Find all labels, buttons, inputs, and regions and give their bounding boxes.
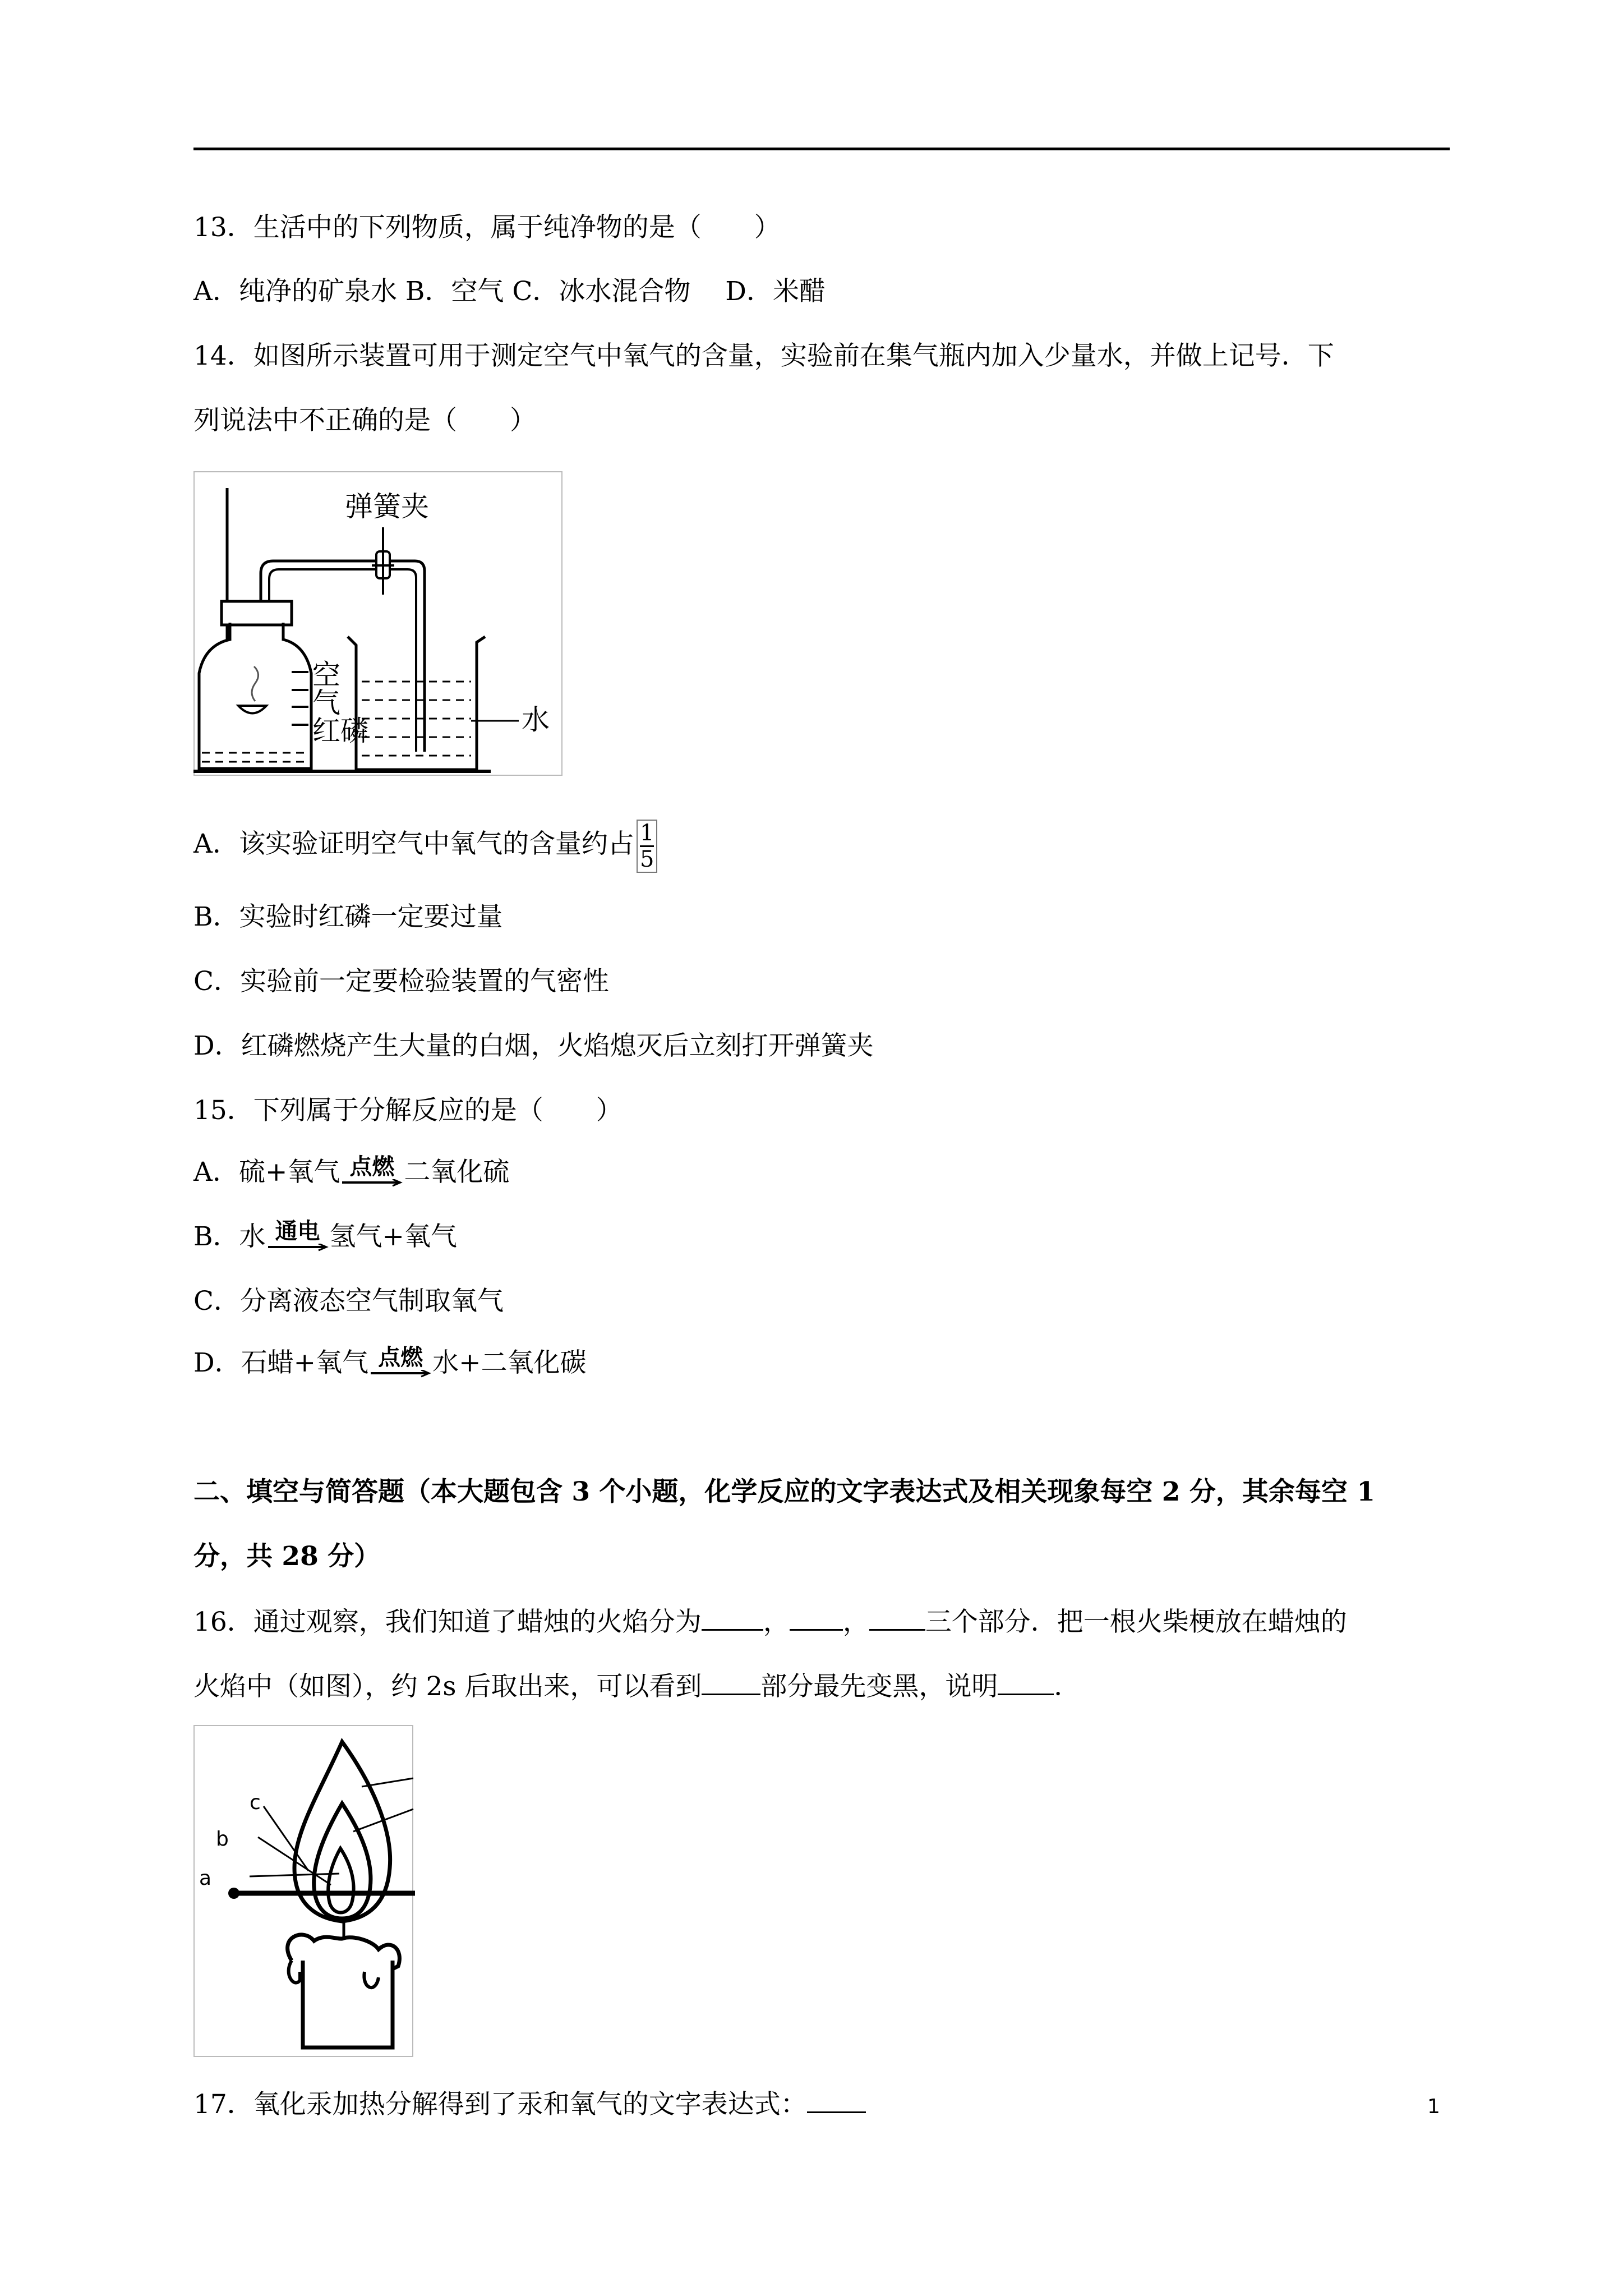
stopper <box>222 601 292 625</box>
pointer-right-2 <box>353 1809 413 1832</box>
phosphorus-spoon <box>238 706 266 714</box>
label-clip: 弹簧夹 <box>345 490 429 523</box>
q15-stem: 15．下列属于分解反应的是（ ） <box>193 1095 623 1126</box>
q15-b-right: 氢气+氧气 <box>329 1221 457 1252</box>
q14-stem-line2: 列说法中不正确的是（ ） <box>193 405 536 436</box>
q15-d-left: D．石蜡+氧气 <box>193 1347 369 1378</box>
q14-option-a <box>193 813 657 875</box>
q15-a-left: A．硫+氧气 <box>193 1157 340 1188</box>
fraction-denominator: 5 <box>639 846 654 872</box>
q16-text-2: ， <box>763 1607 790 1637</box>
fraction-numerator: 1 <box>639 820 654 846</box>
answer-blank[interactable] <box>807 2087 866 2113</box>
collection-bottle <box>199 623 311 769</box>
q17-line <box>193 2087 866 2122</box>
condition-ignite: 点燃 <box>378 1345 423 1370</box>
inner-flame <box>314 1803 371 1918</box>
q16-line2 <box>193 1669 1080 1704</box>
header-rule <box>193 148 1450 150</box>
q14-stem-line1: 14．如图所示装置可用于测定空气中氧气的含量，实验前在集气瓶内加入少量水，并做上记号．下 <box>193 341 1334 371</box>
q15-option-d <box>193 1346 586 1386</box>
q17-stem: 17．氧化汞加热分解得到了汞和氧气的文字表达式： <box>193 2089 807 2120</box>
answer-blank[interactable] <box>702 1604 763 1631</box>
q15-d-right: 水+二氧化碳 <box>432 1347 587 1378</box>
answer-blank[interactable] <box>790 1604 843 1631</box>
label-c: c <box>250 1791 261 1814</box>
label-a: a <box>199 1867 212 1890</box>
q16-text-1: 16．通过观察，我们知道了蜡烛的火焰分为 <box>193 1607 702 1637</box>
label-air-2: 气 <box>312 687 340 719</box>
q16-text-5: 火焰中（如图），约 2s 后取出来，可以看到 <box>193 1671 702 1702</box>
label-air-1: 空 <box>312 659 340 691</box>
fraction-one-fifth <box>637 820 657 873</box>
reaction-arrow-b <box>267 1218 329 1256</box>
arrow-icon <box>370 1370 431 1380</box>
section2-heading-line1: 二、填空与简答题（本大题包含 3 个小题，化学反应的文字表达式及相关现象每空 2 分，其余每空 1 <box>193 1476 1375 1507</box>
q13-options: A．纯净的矿泉水 B．空气 C．冰水混合物 D．米醋 <box>193 276 826 307</box>
q16-line1 <box>193 1604 1347 1639</box>
q16-text-7: ． <box>1054 1671 1081 1702</box>
q14-option-c: C．实验前一定要检验装置的气密性 <box>193 966 609 997</box>
flame-core <box>328 1848 353 1913</box>
q15-option-c: C．分离液态空气制取氧气 <box>193 1286 504 1317</box>
oxygen-apparatus-figure <box>193 471 564 777</box>
q13-stem: 13．生活中的下列物质，属于纯净物的是（ ） <box>193 212 781 243</box>
candle-body <box>303 1961 393 2047</box>
q14-option-b: B．实验时红磷一定要过量 <box>193 901 503 932</box>
condition-electrolysis: 通电 <box>275 1218 320 1244</box>
page-number: 1 <box>1427 2095 1440 2118</box>
q15-option-a <box>193 1156 509 1195</box>
q15-option-b <box>193 1220 457 1259</box>
arrow-icon <box>341 1179 403 1189</box>
reaction-arrow-a <box>341 1154 403 1191</box>
section2-heading-line2: 分，共 28 分） <box>193 1541 381 1572</box>
pointer-c <box>264 1806 308 1871</box>
q16-text-3: ， <box>842 1607 869 1637</box>
q15-b-left: B．水 <box>193 1221 266 1252</box>
candle-flame-figure <box>193 1725 415 2059</box>
q15-a-right: 二氧化硫 <box>404 1157 510 1188</box>
q16-text-4: 三个部分．把一根火柴梗放在蜡烛的 <box>925 1607 1347 1637</box>
label-phosphorus: 红磷 <box>312 715 368 747</box>
answer-blank[interactable] <box>998 1669 1054 1695</box>
smoke <box>252 666 259 701</box>
q14-option-a-text: A．该实验证明空气中氧气的含量约占 <box>193 829 634 859</box>
answer-blank[interactable] <box>869 1604 925 1631</box>
reaction-arrow-d <box>370 1347 431 1382</box>
q16-text-6: 部分最先变黑，说明 <box>760 1671 998 1702</box>
q14-option-d: D．红磷燃烧产生大量的白烟，火焰熄灭后立刻打开弹簧夹 <box>193 1030 874 1061</box>
arrow-icon <box>267 1244 329 1254</box>
label-water: 水 <box>522 703 550 736</box>
label-b: b <box>216 1828 229 1851</box>
answer-blank[interactable] <box>702 1669 760 1695</box>
condition-ignite: 点燃 <box>349 1154 395 1180</box>
